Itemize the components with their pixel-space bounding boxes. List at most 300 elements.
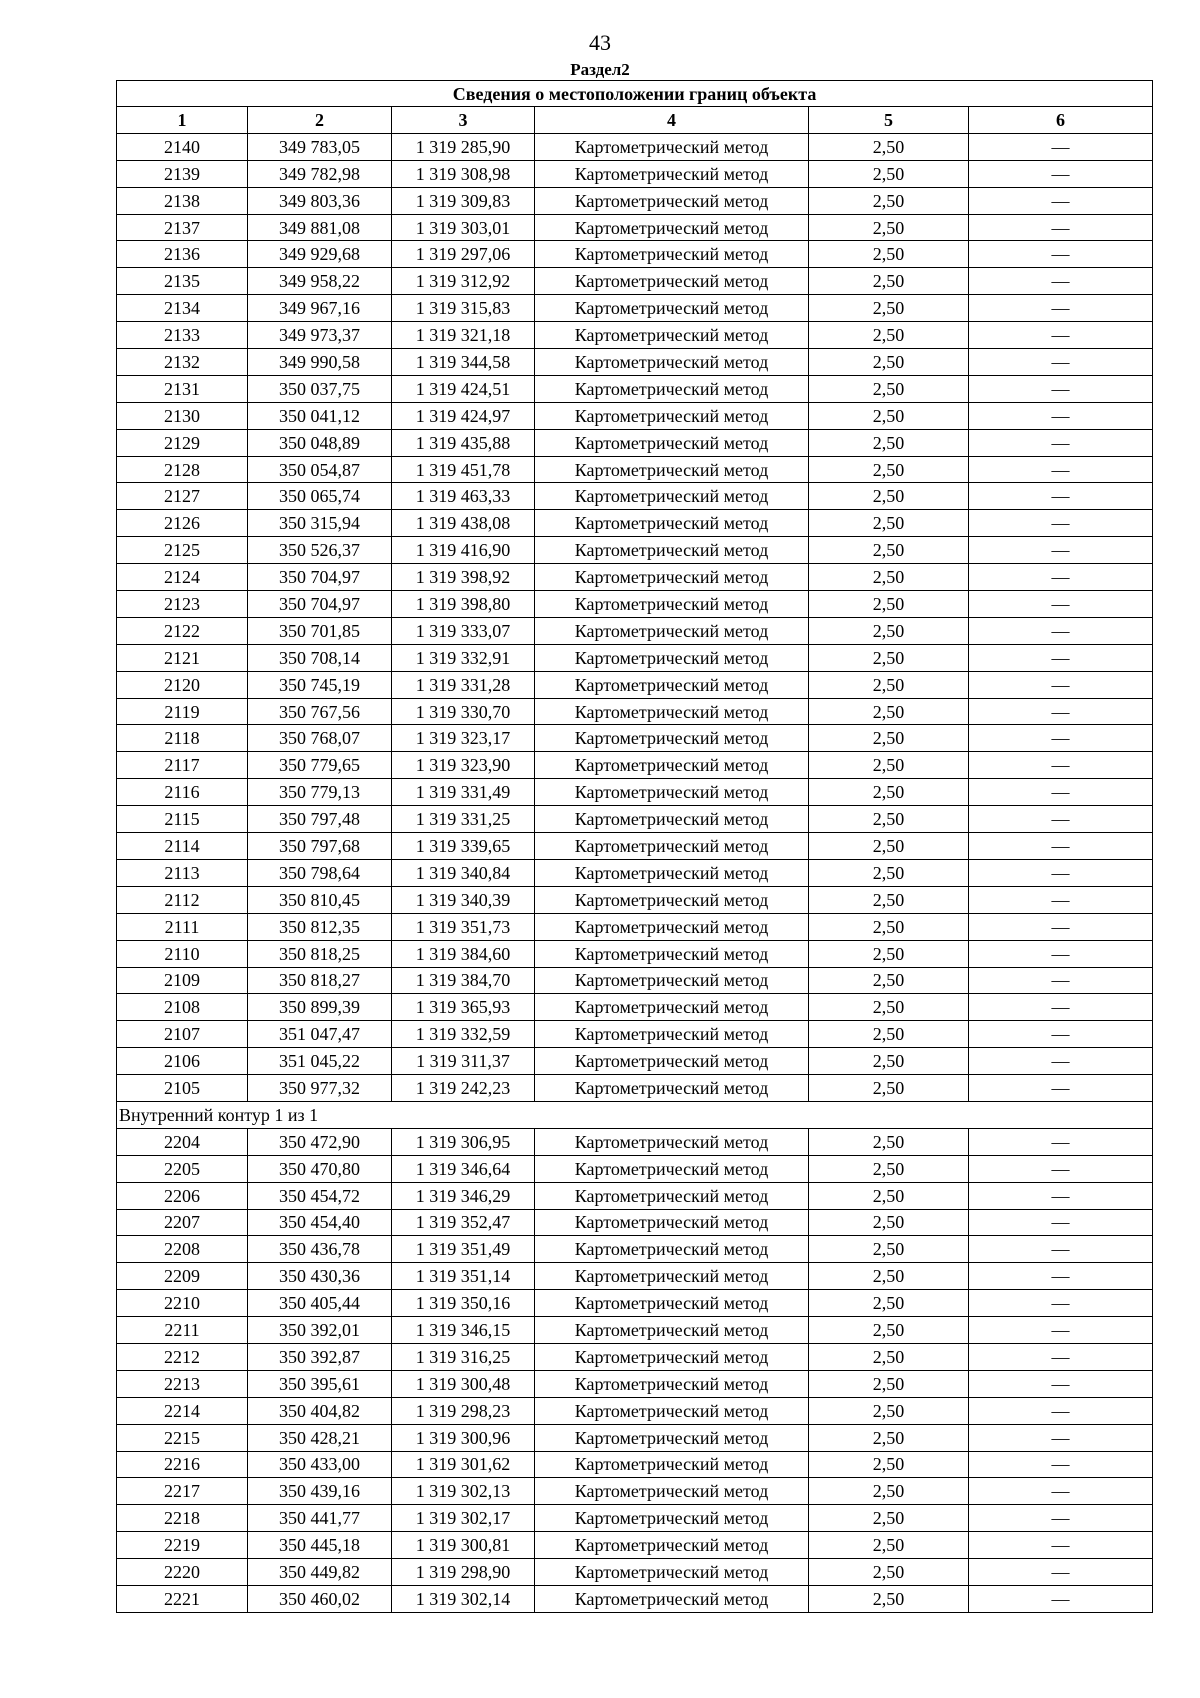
column-header-row [117, 107, 1153, 134]
table-cell: — [969, 591, 1153, 618]
table-cell: 2114 [117, 833, 248, 860]
table-cell: 2,50 [809, 1343, 969, 1370]
table-cell: Картометрический метод [535, 1075, 809, 1102]
table-cell: — [969, 1048, 1153, 1075]
table-row [117, 725, 1153, 752]
table-row [117, 1155, 1153, 1182]
table-row [117, 402, 1153, 429]
table-cell: 2134 [117, 295, 248, 322]
table-cell: 1 319 323,17 [392, 725, 535, 752]
table-cell: Картометрический метод [535, 402, 809, 429]
table-cell: 1 319 351,14 [392, 1263, 535, 1290]
table-cell: 350 810,45 [248, 886, 392, 913]
table-cell: Картометрический метод [535, 967, 809, 994]
column-header: 3 [392, 107, 535, 134]
table-cell: 2,50 [809, 1505, 969, 1532]
table-cell: — [969, 1478, 1153, 1505]
table-cell: 2220 [117, 1559, 248, 1586]
column-header: 4 [535, 107, 809, 134]
table-cell: 2,50 [809, 913, 969, 940]
table-cell: 2219 [117, 1532, 248, 1559]
table-row [117, 456, 1153, 483]
table-cell: 350 392,87 [248, 1343, 392, 1370]
table-cell: — [969, 698, 1153, 725]
table-cell: Картометрический метод [535, 187, 809, 214]
table-cell: Картометрический метод [535, 1451, 809, 1478]
table-row [117, 214, 1153, 241]
table-cell: 1 319 315,83 [392, 295, 535, 322]
table-cell: 2,50 [809, 698, 969, 725]
table-cell: 2,50 [809, 1478, 969, 1505]
table-cell: 1 319 321,18 [392, 322, 535, 349]
table-cell: 2,50 [809, 644, 969, 671]
table-cell: 1 319 365,93 [392, 994, 535, 1021]
table-cell: 2,50 [809, 402, 969, 429]
table-cell: 2213 [117, 1370, 248, 1397]
table-row [117, 1290, 1153, 1317]
table-cell: — [969, 617, 1153, 644]
table-cell: 2,50 [809, 349, 969, 376]
table-cell: 350 436,78 [248, 1236, 392, 1263]
table-cell: 2211 [117, 1317, 248, 1344]
table-cell: Картометрический метод [535, 349, 809, 376]
table-cell: — [969, 295, 1153, 322]
table-cell: 1 319 332,59 [392, 1021, 535, 1048]
table-cell: 349 782,98 [248, 160, 392, 187]
table-row [117, 644, 1153, 671]
table-cell: 2,50 [809, 671, 969, 698]
table-cell: 1 319 303,01 [392, 214, 535, 241]
table-row [117, 1236, 1153, 1263]
table-cell: 350 405,44 [248, 1290, 392, 1317]
table-cell: 350 797,68 [248, 833, 392, 860]
table-cell: 2136 [117, 241, 248, 268]
table-cell: 1 319 332,91 [392, 644, 535, 671]
table-cell: 350 315,94 [248, 510, 392, 537]
table-cell: 2138 [117, 187, 248, 214]
table-cell: 2130 [117, 402, 248, 429]
table-cell: 1 319 298,90 [392, 1559, 535, 1586]
table-cell: 2,50 [809, 725, 969, 752]
table-cell: 350 433,00 [248, 1451, 392, 1478]
table-cell: 2,50 [809, 1236, 969, 1263]
table-cell: 350 767,56 [248, 698, 392, 725]
table-row [117, 913, 1153, 940]
table-cell: 2137 [117, 214, 248, 241]
table-cell: 2,50 [809, 322, 969, 349]
table-cell: 1 319 331,49 [392, 779, 535, 806]
table-cell: Картометрический метод [535, 1048, 809, 1075]
table-cell: 2121 [117, 644, 248, 671]
table-cell: 2,50 [809, 752, 969, 779]
table-cell: — [969, 1209, 1153, 1236]
table-cell: Картометрический метод [535, 859, 809, 886]
table-cell: 1 319 306,95 [392, 1128, 535, 1155]
table-cell: 2118 [117, 725, 248, 752]
table-cell: 1 319 351,49 [392, 1236, 535, 1263]
table-cell: Картометрический метод [535, 1182, 809, 1209]
table-cell: 350 768,07 [248, 725, 392, 752]
table-cell: — [969, 833, 1153, 860]
table-row [117, 671, 1153, 698]
table-cell: 1 319 451,78 [392, 456, 535, 483]
table-row [117, 1021, 1153, 1048]
table-cell: 2209 [117, 1263, 248, 1290]
table-cell: — [969, 1155, 1153, 1182]
table-row [117, 1505, 1153, 1532]
table-cell: 2107 [117, 1021, 248, 1048]
table-row [117, 1559, 1153, 1586]
table-cell: 2,50 [809, 1397, 969, 1424]
table-cell: 350 065,74 [248, 483, 392, 510]
table-cell: 2,50 [809, 375, 969, 402]
table-row [117, 1075, 1153, 1102]
table-cell: — [969, 859, 1153, 886]
table-cell: 2129 [117, 429, 248, 456]
table-cell: Картометрический метод [535, 671, 809, 698]
table-row [117, 886, 1153, 913]
table-cell: 350 454,72 [248, 1182, 392, 1209]
table-cell: — [969, 1290, 1153, 1317]
table-cell: 1 319 424,97 [392, 402, 535, 429]
table-cell: 2,50 [809, 617, 969, 644]
table-cell: 2,50 [809, 940, 969, 967]
table-cell: 2117 [117, 752, 248, 779]
table-cell: 1 319 309,83 [392, 187, 535, 214]
table-cell: 2139 [117, 160, 248, 187]
table-cell: — [969, 1343, 1153, 1370]
table-cell: 350 704,97 [248, 591, 392, 618]
table-cell: 2,50 [809, 1559, 969, 1586]
table-cell: — [969, 671, 1153, 698]
table-cell: 1 319 346,64 [392, 1155, 535, 1182]
table-cell: Картометрический метод [535, 752, 809, 779]
table-cell: 1 319 435,88 [392, 429, 535, 456]
table-cell: — [969, 779, 1153, 806]
table-cell: 350 798,64 [248, 859, 392, 886]
table-cell: 2,50 [809, 537, 969, 564]
table-cell: 1 319 311,37 [392, 1048, 535, 1075]
table-cell: Картометрический метод [535, 133, 809, 160]
column-header: 1 [117, 107, 248, 134]
table-cell: — [969, 1505, 1153, 1532]
table-cell: Картометрический метод [535, 564, 809, 591]
table-cell: 2,50 [809, 1370, 969, 1397]
table-cell: 2,50 [809, 806, 969, 833]
table-row [117, 1532, 1153, 1559]
table-cell: Картометрический метод [535, 644, 809, 671]
table-row [117, 510, 1153, 537]
table-cell: 350 392,01 [248, 1317, 392, 1344]
table-row [117, 617, 1153, 644]
table-cell: 2105 [117, 1075, 248, 1102]
table-cell: 2214 [117, 1397, 248, 1424]
table-cell: Картометрический метод [535, 241, 809, 268]
table-cell: — [969, 349, 1153, 376]
table-cell: 1 319 316,25 [392, 1343, 535, 1370]
table-cell: Картометрический метод [535, 940, 809, 967]
table-cell: 1 319 302,17 [392, 1505, 535, 1532]
table-row [117, 564, 1153, 591]
table-cell: 350 708,14 [248, 644, 392, 671]
table-cell: 2,50 [809, 994, 969, 1021]
table-cell: Картометрический метод [535, 1532, 809, 1559]
table-cell: 2112 [117, 886, 248, 913]
table-cell: 2108 [117, 994, 248, 1021]
table-cell: 2133 [117, 322, 248, 349]
table-row [117, 806, 1153, 833]
table-cell: 2109 [117, 967, 248, 994]
table-row [117, 967, 1153, 994]
table-cell: 350 460,02 [248, 1585, 392, 1612]
table-cell: 2,50 [809, 483, 969, 510]
table-cell: — [969, 806, 1153, 833]
table-cell: 351 045,22 [248, 1048, 392, 1075]
table-cell: 2,50 [809, 1048, 969, 1075]
table-row [117, 940, 1153, 967]
table-cell: 1 319 346,15 [392, 1317, 535, 1344]
table-cell: 350 054,87 [248, 456, 392, 483]
table-cell: 2,50 [809, 886, 969, 913]
table-cell: Картометрический метод [535, 1128, 809, 1155]
table-cell: 2204 [117, 1128, 248, 1155]
table-cell: Картометрический метод [535, 779, 809, 806]
table-cell: Картометрический метод [535, 295, 809, 322]
table-cell: — [969, 1128, 1153, 1155]
table-cell: 2206 [117, 1182, 248, 1209]
table-title-row [117, 81, 1153, 107]
table-row [117, 241, 1153, 268]
table-row [117, 187, 1153, 214]
table-cell: 2,50 [809, 859, 969, 886]
table-cell: 1 319 302,13 [392, 1478, 535, 1505]
inner-contour-header [117, 1101, 1153, 1128]
table-row [117, 1397, 1153, 1424]
table-cell: 350 526,37 [248, 537, 392, 564]
table-cell: 350 797,48 [248, 806, 392, 833]
table-cell: 1 319 340,39 [392, 886, 535, 913]
table-row [117, 1343, 1153, 1370]
table-cell: 1 319 300,96 [392, 1424, 535, 1451]
table-cell: 2,50 [809, 1182, 969, 1209]
table-cell: Картометрический метод [535, 806, 809, 833]
table-cell: 1 319 424,51 [392, 375, 535, 402]
table-cell: Картометрический метод [535, 375, 809, 402]
table-cell: 350 430,36 [248, 1263, 392, 1290]
table-cell: 2124 [117, 564, 248, 591]
table-cell: 1 319 331,28 [392, 671, 535, 698]
table-row [117, 537, 1153, 564]
table-cell: — [969, 322, 1153, 349]
table-cell: — [969, 725, 1153, 752]
table-cell: — [969, 940, 1153, 967]
table-row [117, 1317, 1153, 1344]
table-cell: 1 319 297,06 [392, 241, 535, 268]
table-cell: Картометрический метод [535, 725, 809, 752]
table-cell: — [969, 644, 1153, 671]
table-cell: — [969, 1075, 1153, 1102]
table-cell: 2207 [117, 1209, 248, 1236]
table-cell: 2215 [117, 1424, 248, 1451]
table-cell: — [969, 214, 1153, 241]
table-cell: 1 319 298,23 [392, 1397, 535, 1424]
table-cell: — [969, 1236, 1153, 1263]
table-cell: 1 319 333,07 [392, 617, 535, 644]
table-cell: Картометрический метод [535, 1343, 809, 1370]
table-cell: 2111 [117, 913, 248, 940]
table-cell: 349 967,16 [248, 295, 392, 322]
table-cell: 2,50 [809, 1317, 969, 1344]
table-cell: 1 319 346,29 [392, 1182, 535, 1209]
table-cell: — [969, 1585, 1153, 1612]
table-row [117, 1424, 1153, 1451]
table-cell: 350 037,75 [248, 375, 392, 402]
table-cell: Картометрический метод [535, 1370, 809, 1397]
table-row [117, 1263, 1153, 1290]
table-cell: Картометрический метод [535, 268, 809, 295]
table-cell: Картометрический метод [535, 1290, 809, 1317]
table-cell: 350 779,13 [248, 779, 392, 806]
table-cell: — [969, 886, 1153, 913]
table-cell: 350 812,35 [248, 913, 392, 940]
table-row [117, 833, 1153, 860]
table-cell: 1 319 463,33 [392, 483, 535, 510]
table-cell: 2210 [117, 1290, 248, 1317]
table-cell: 2,50 [809, 1532, 969, 1559]
table-cell: 349 973,37 [248, 322, 392, 349]
table-cell: 1 319 416,90 [392, 537, 535, 564]
table-cell: 1 319 300,81 [392, 1532, 535, 1559]
table-row [117, 591, 1153, 618]
table-cell: Картометрический метод [535, 1397, 809, 1424]
table-cell: 2,50 [809, 187, 969, 214]
table-cell: 2,50 [809, 1075, 969, 1102]
table-cell: 2135 [117, 268, 248, 295]
table-cell: 1 319 330,70 [392, 698, 535, 725]
table-cell: 2,50 [809, 833, 969, 860]
table-cell: — [969, 994, 1153, 1021]
table-cell: 1 319 308,98 [392, 160, 535, 187]
table-cell: 2,50 [809, 564, 969, 591]
table-row [117, 160, 1153, 187]
table-cell: 350 441,77 [248, 1505, 392, 1532]
table-cell: — [969, 1370, 1153, 1397]
table-row [117, 322, 1153, 349]
table-cell: 349 990,58 [248, 349, 392, 376]
table-cell: 349 881,08 [248, 214, 392, 241]
table-cell: 350 395,61 [248, 1370, 392, 1397]
table-cell: 2113 [117, 859, 248, 886]
table-cell: 1 319 398,80 [392, 591, 535, 618]
table-cell: — [969, 1397, 1153, 1424]
table-row [117, 994, 1153, 1021]
table-cell: 1 319 312,92 [392, 268, 535, 295]
table-cell: 350 404,82 [248, 1397, 392, 1424]
table-cell: 2,50 [809, 1585, 969, 1612]
table-cell: 2,50 [809, 1451, 969, 1478]
table-cell: 2119 [117, 698, 248, 725]
table-row [117, 133, 1153, 160]
table-cell: 1 319 339,65 [392, 833, 535, 860]
table-cell: 350 818,25 [248, 940, 392, 967]
table-cell: 1 319 398,92 [392, 564, 535, 591]
table-row [117, 1585, 1153, 1612]
table-cell: 2,50 [809, 1424, 969, 1451]
table-cell: 2126 [117, 510, 248, 537]
table-cell: — [969, 967, 1153, 994]
table-cell: 2106 [117, 1048, 248, 1075]
table-cell: 2,50 [809, 779, 969, 806]
table-cell: 1 319 352,47 [392, 1209, 535, 1236]
table-row [117, 483, 1153, 510]
table-cell: — [969, 537, 1153, 564]
table-row [117, 1182, 1153, 1209]
table-cell: Картометрический метод [535, 1559, 809, 1586]
table-cell: 2128 [117, 456, 248, 483]
table-cell: 2,50 [809, 295, 969, 322]
table-cell: 349 783,05 [248, 133, 392, 160]
table-cell: Картометрический метод [535, 456, 809, 483]
table-cell: — [969, 1451, 1153, 1478]
table-cell: Картометрический метод [535, 1209, 809, 1236]
table-cell: 2,50 [809, 214, 969, 241]
table-cell: 350 449,82 [248, 1559, 392, 1586]
table-cell: Картометрический метод [535, 994, 809, 1021]
table-cell: 2,50 [809, 591, 969, 618]
table-cell: 2116 [117, 779, 248, 806]
table-cell: 2,50 [809, 241, 969, 268]
table-cell: Картометрический метод [535, 1021, 809, 1048]
table-cell: 350 701,85 [248, 617, 392, 644]
table-cell: Картометрический метод [535, 617, 809, 644]
table-cell: — [969, 187, 1153, 214]
table-cell: 1 319 350,16 [392, 1290, 535, 1317]
table-cell: Картометрический метод [535, 591, 809, 618]
table-title: Сведения о местоположении границ объекта [117, 81, 1153, 107]
table-cell: 350 428,21 [248, 1424, 392, 1451]
table-cell: Картометрический метод [535, 1236, 809, 1263]
table-cell: 1 319 323,90 [392, 752, 535, 779]
column-header: 5 [809, 107, 969, 134]
table-row [117, 1478, 1153, 1505]
table-row [117, 295, 1153, 322]
table-cell: 350 472,90 [248, 1128, 392, 1155]
table-cell: Картометрический метод [535, 1263, 809, 1290]
table-cell: Картометрический метод [535, 429, 809, 456]
boundary-table [116, 80, 1153, 1613]
table-cell: — [969, 913, 1153, 940]
table-cell: Картометрический метод [535, 833, 809, 860]
table-cell: 2140 [117, 133, 248, 160]
table-cell: 2131 [117, 375, 248, 402]
table-cell: Картометрический метод [535, 537, 809, 564]
table-cell: Картометрический метод [535, 698, 809, 725]
table-cell: 350 704,97 [248, 564, 392, 591]
table-cell: 2,50 [809, 1021, 969, 1048]
table-cell: — [969, 133, 1153, 160]
table-cell: Картометрический метод [535, 1505, 809, 1532]
inner-contour-rows [117, 1128, 1153, 1612]
table-row [117, 268, 1153, 295]
table-cell: 350 445,18 [248, 1532, 392, 1559]
table-cell: Картометрический метод [535, 913, 809, 940]
table-cell: — [969, 456, 1153, 483]
table-cell: 2110 [117, 940, 248, 967]
table-cell: 2127 [117, 483, 248, 510]
table-cell: Картометрический метод [535, 1424, 809, 1451]
table-cell: — [969, 483, 1153, 510]
table-cell: Картометрический метод [535, 1317, 809, 1344]
